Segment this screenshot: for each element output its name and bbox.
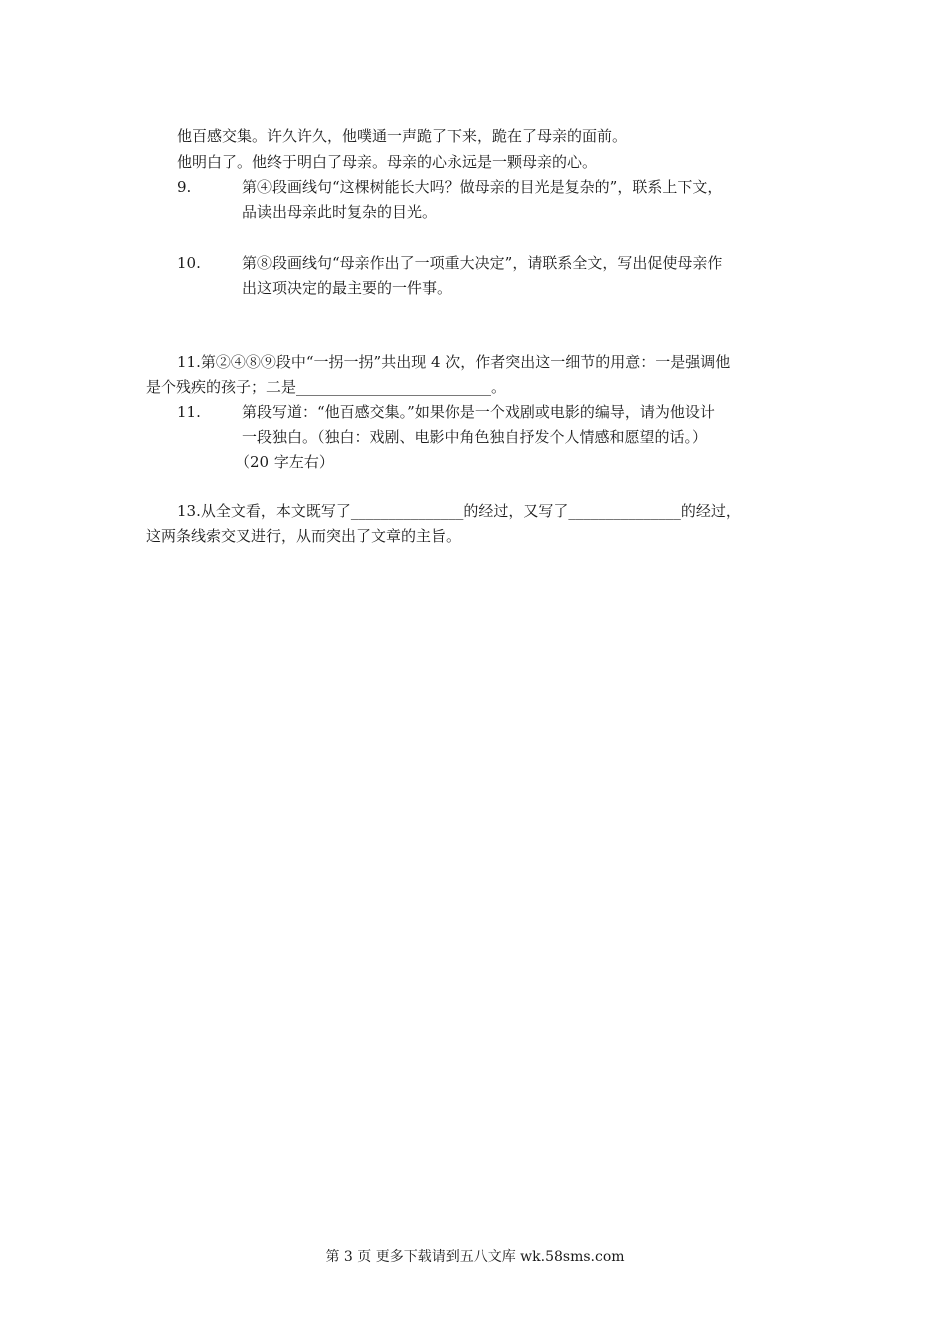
question-number: 9. xyxy=(177,178,192,196)
question-text: 是个残疾的孩子；二是__________________________。 xyxy=(146,378,507,396)
question-text: 第④段画线句“这棵树能长大吗？做母亲的目光是复杂的”，联系上下文， xyxy=(242,178,723,196)
question-text: 第⑧段画线句“母亲作出了一项重大决定”，请联系全文，写出促使母亲作 xyxy=(242,254,723,272)
question-text: 第段写道：“他百感交集。”如果你是一个戏剧或电影的编导，请为他设计 xyxy=(242,403,715,421)
paragraph-text: 他明白了。他终于明白了母亲。母亲的心永远是一颗母亲的心。 xyxy=(177,153,598,171)
question-text: 品读出母亲此时复杂的目光。 xyxy=(242,203,438,221)
question-number: 11. xyxy=(177,403,201,421)
question-text: 13.从全文看，本文既写了_______________的经过，又写了_______________的经过， xyxy=(177,502,741,520)
page-footer: 第 3 页 更多下载请到五八文库 wk.58sms.com xyxy=(325,1249,625,1265)
question-text: （20 字左右） xyxy=(235,453,334,471)
question-text: 出这项决定的最主要的一件事。 xyxy=(242,279,453,297)
question-number: 10. xyxy=(177,254,201,272)
question-text: 11.第②④⑧⑨段中“一拐一拐”共出现 4 次，作者突出这一细节的用意：一是强调他 xyxy=(177,353,731,371)
question-text: 一段独白。（独白：戏剧、电影中角色独自抒发个人情感和愿望的话。） xyxy=(242,428,708,446)
question-text: 这两条线索交叉进行，从而突出了文章的主旨。 xyxy=(146,527,462,545)
paragraph-text: 他百感交集。许久许久，他噗通一声跪了下来，跪在了母亲的面前。 xyxy=(177,127,628,145)
